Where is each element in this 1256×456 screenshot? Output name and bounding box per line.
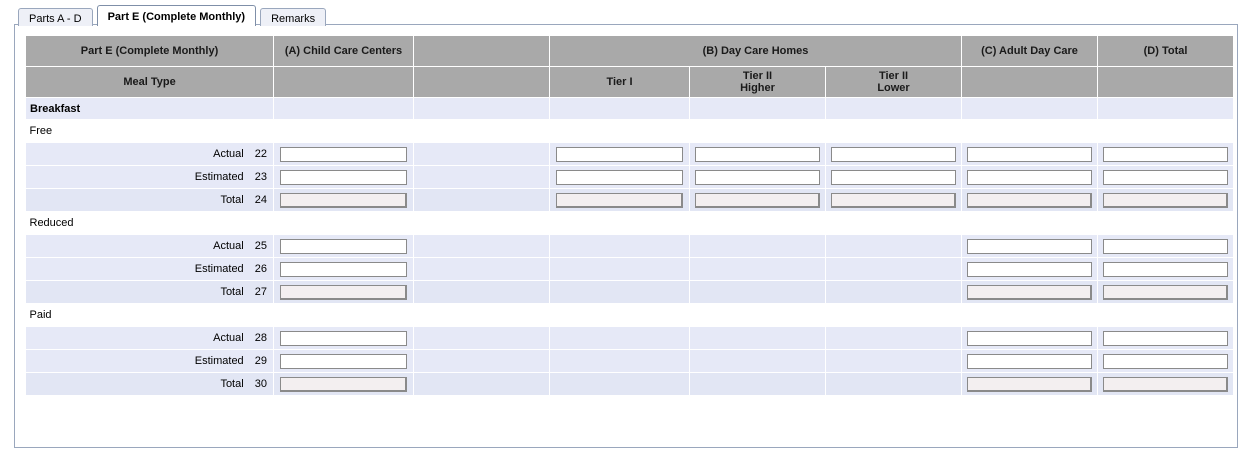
section-cell-c — [962, 98, 1098, 120]
cell-24-adult — [962, 189, 1098, 212]
cell-22-spacer — [414, 143, 550, 166]
row-number-24: 24 — [254, 194, 267, 206]
cell-24-total — [1098, 189, 1234, 212]
header-spacer — [414, 36, 550, 67]
cell-24-a — [274, 189, 414, 212]
cell-28-tier1 — [550, 327, 690, 350]
input-22-child-care-centers[interactable] — [280, 147, 408, 162]
cell-24-tier1 — [550, 189, 690, 212]
header-sub-c-blank — [962, 67, 1098, 98]
cell-22-tier1 — [550, 143, 690, 166]
tab-remarks-label: Remarks — [271, 13, 316, 25]
row-label-25-text: Actual — [213, 240, 244, 252]
cell-23-total — [1098, 166, 1234, 189]
table-header-row-1 — [26, 36, 1234, 67]
tab-part-e[interactable] — [97, 5, 257, 26]
row-label-23-text: Estimated — [194, 171, 244, 183]
input-27-total — [1103, 285, 1227, 300]
input-24-child-care-centers — [280, 193, 408, 208]
header-child-care-centers: (A) Child Care Centers — [274, 36, 414, 67]
cell-28-tier2h — [690, 327, 826, 350]
cell-28-spacer — [414, 327, 550, 350]
input-24-tier-2-higher — [695, 193, 819, 208]
cell-26-a — [274, 258, 414, 281]
row-label-26-text: Estimated — [194, 263, 244, 275]
header-tier-2-higher-line1: Tier II — [742, 70, 773, 82]
input-22-adult-day-care[interactable] — [967, 147, 1091, 162]
input-22-tier-1[interactable] — [556, 147, 684, 162]
cell-26-tier2h — [690, 258, 826, 281]
header-tier-2-higher-line2: Higher — [740, 82, 775, 94]
section-row-breakfast — [26, 98, 1234, 120]
cell-25-total — [1098, 235, 1234, 258]
row-label-25 — [26, 235, 274, 258]
input-24-total — [1103, 193, 1227, 208]
group-label-paid: Paid — [26, 304, 1234, 327]
row-label-24-text: Total — [220, 194, 244, 206]
cell-26-adult — [962, 258, 1098, 281]
cell-30-total — [1098, 373, 1234, 396]
cell-25-tier2l — [826, 235, 962, 258]
cell-27-tier1 — [550, 281, 690, 304]
input-28-total[interactable] — [1103, 331, 1227, 346]
input-30-child-care-centers — [280, 377, 408, 392]
cell-29-total — [1098, 350, 1234, 373]
cell-29-tier1 — [550, 350, 690, 373]
row-number-25: 25 — [254, 240, 267, 252]
input-23-child-care-centers[interactable] — [280, 170, 408, 185]
table-row — [26, 235, 1234, 258]
header-day-care-homes: (B) Day Care Homes — [550, 36, 962, 67]
cell-26-total — [1098, 258, 1234, 281]
row-number-28: 28 — [254, 332, 267, 344]
group-row-reduced — [26, 212, 1234, 235]
group-row-free — [26, 120, 1234, 143]
tab-remarks[interactable] — [260, 8, 326, 26]
cell-26-tier1 — [550, 258, 690, 281]
cell-29-spacer — [414, 350, 550, 373]
cell-29-tier2h — [690, 350, 826, 373]
table-row — [26, 258, 1234, 281]
row-label-29-text: Estimated — [194, 355, 244, 367]
input-27-child-care-centers — [280, 285, 408, 300]
input-26-child-care-centers[interactable] — [280, 262, 408, 277]
input-23-tier-2-lower[interactable] — [831, 170, 955, 185]
cell-22-total — [1098, 143, 1234, 166]
header-meal-type: Meal Type — [26, 67, 274, 98]
cell-27-adult — [962, 281, 1098, 304]
table-row — [26, 281, 1234, 304]
row-number-26: 26 — [254, 263, 267, 275]
tab-part-e-label: Part E (Complete Monthly) — [107, 11, 246, 23]
cell-26-spacer — [414, 258, 550, 281]
cell-25-tier1 — [550, 235, 690, 258]
cell-22-adult — [962, 143, 1098, 166]
cell-22-tier2h — [690, 143, 826, 166]
input-29-total[interactable] — [1103, 354, 1227, 369]
cell-30-spacer — [414, 373, 550, 396]
input-23-tier-1[interactable] — [556, 170, 684, 185]
table-row — [26, 189, 1234, 212]
section-cell-spacer — [414, 98, 550, 120]
input-25-child-care-centers[interactable] — [280, 239, 408, 254]
input-23-tier-2-higher[interactable] — [695, 170, 819, 185]
input-30-adult-day-care — [967, 377, 1091, 392]
input-28-adult-day-care[interactable] — [967, 331, 1091, 346]
cell-25-a — [274, 235, 414, 258]
input-24-adult-day-care — [967, 193, 1091, 208]
header-tier-2-lower-line2: Lower — [877, 82, 910, 94]
input-23-total[interactable] — [1103, 170, 1227, 185]
row-label-26 — [26, 258, 274, 281]
row-number-27: 27 — [254, 286, 267, 298]
row-label-22 — [26, 143, 274, 166]
section-cell-tier2l — [826, 98, 962, 120]
row-label-28 — [26, 327, 274, 350]
header-part-e: Part E (Complete Monthly) — [26, 36, 274, 67]
input-29-child-care-centers[interactable] — [280, 354, 408, 369]
cell-25-spacer — [414, 235, 550, 258]
input-26-adult-day-care[interactable] — [967, 262, 1091, 277]
cell-30-adult — [962, 373, 1098, 396]
row-number-23: 23 — [254, 171, 267, 183]
row-label-23 — [26, 166, 274, 189]
cell-24-spacer — [414, 189, 550, 212]
input-27-adult-day-care — [967, 285, 1091, 300]
row-label-27 — [26, 281, 274, 304]
tab-parts-a-d[interactable] — [18, 8, 93, 26]
cell-30-tier2h — [690, 373, 826, 396]
row-label-24 — [26, 189, 274, 212]
table-row — [26, 143, 1234, 166]
cell-25-tier2h — [690, 235, 826, 258]
row-label-29 — [26, 350, 274, 373]
cell-23-tier2l — [826, 166, 962, 189]
group-label-free: Free — [26, 120, 1234, 143]
header-sub-spacer — [414, 67, 550, 98]
table-row — [26, 327, 1234, 350]
row-label-22-text: Actual — [213, 148, 244, 160]
cell-23-a — [274, 166, 414, 189]
input-26-total[interactable] — [1103, 262, 1227, 277]
table-row — [26, 350, 1234, 373]
header-adult-day-care: (C) Adult Day Care — [962, 36, 1098, 67]
group-label-reduced: Reduced — [26, 212, 1234, 235]
table-header-row-2 — [26, 67, 1234, 98]
cell-26-tier2l — [826, 258, 962, 281]
row-number-30: 30 — [254, 378, 267, 390]
cell-23-tier1 — [550, 166, 690, 189]
cell-29-a — [274, 350, 414, 373]
cell-24-tier2h — [690, 189, 826, 212]
cell-23-spacer — [414, 166, 550, 189]
cell-27-total — [1098, 281, 1234, 304]
tab-parts-a-d-label: Parts A - D — [29, 13, 82, 25]
row-label-30 — [26, 373, 274, 396]
input-22-total[interactable] — [1103, 147, 1227, 162]
section-cell-tier2h — [690, 98, 826, 120]
header-sub-d-blank — [1098, 67, 1234, 98]
cell-27-tier2l — [826, 281, 962, 304]
input-25-total[interactable] — [1103, 239, 1227, 254]
input-29-adult-day-care[interactable] — [967, 354, 1091, 369]
input-22-tier-2-higher[interactable] — [695, 147, 819, 162]
section-cell-d — [1098, 98, 1234, 120]
input-23-adult-day-care[interactable] — [967, 170, 1091, 185]
header-tier-2-lower — [826, 67, 962, 98]
input-24-tier-1 — [556, 193, 684, 208]
cell-27-spacer — [414, 281, 550, 304]
input-24-tier-2-lower — [831, 193, 955, 208]
row-label-28-text: Actual — [213, 332, 244, 344]
header-sub-a-blank — [274, 67, 414, 98]
cell-23-adult — [962, 166, 1098, 189]
input-22-tier-2-lower[interactable] — [831, 147, 955, 162]
row-number-22: 22 — [254, 148, 267, 160]
row-number-29: 29 — [254, 355, 267, 367]
cell-28-total — [1098, 327, 1234, 350]
tab-bar — [18, 4, 326, 26]
table-row — [26, 373, 1234, 396]
group-row-paid — [26, 304, 1234, 327]
input-25-adult-day-care[interactable] — [967, 239, 1091, 254]
cell-22-a — [274, 143, 414, 166]
cell-22-tier2l — [826, 143, 962, 166]
cell-28-tier2l — [826, 327, 962, 350]
cell-30-a — [274, 373, 414, 396]
cell-23-tier2h — [690, 166, 826, 189]
cell-24-tier2l — [826, 189, 962, 212]
cell-29-adult — [962, 350, 1098, 373]
header-tier-2-lower-line1: Tier II — [878, 70, 909, 82]
header-total: (D) Total — [1098, 36, 1234, 67]
section-label-breakfast: Breakfast — [26, 98, 274, 120]
input-28-child-care-centers[interactable] — [280, 331, 408, 346]
header-tier-1: Tier I — [550, 67, 690, 98]
cell-30-tier2l — [826, 373, 962, 396]
cell-27-tier2h — [690, 281, 826, 304]
cell-29-tier2l — [826, 350, 962, 373]
part-e-panel — [14, 24, 1238, 448]
header-tier-2-higher — [690, 67, 826, 98]
part-e-table — [25, 35, 1234, 396]
cell-27-a — [274, 281, 414, 304]
cell-28-a — [274, 327, 414, 350]
input-30-total — [1103, 377, 1227, 392]
section-cell-a — [274, 98, 414, 120]
table-row — [26, 166, 1234, 189]
row-label-27-text: Total — [220, 286, 244, 298]
cell-25-adult — [962, 235, 1098, 258]
cell-30-tier1 — [550, 373, 690, 396]
cell-28-adult — [962, 327, 1098, 350]
section-cell-tier1 — [550, 98, 690, 120]
row-label-30-text: Total — [220, 378, 244, 390]
